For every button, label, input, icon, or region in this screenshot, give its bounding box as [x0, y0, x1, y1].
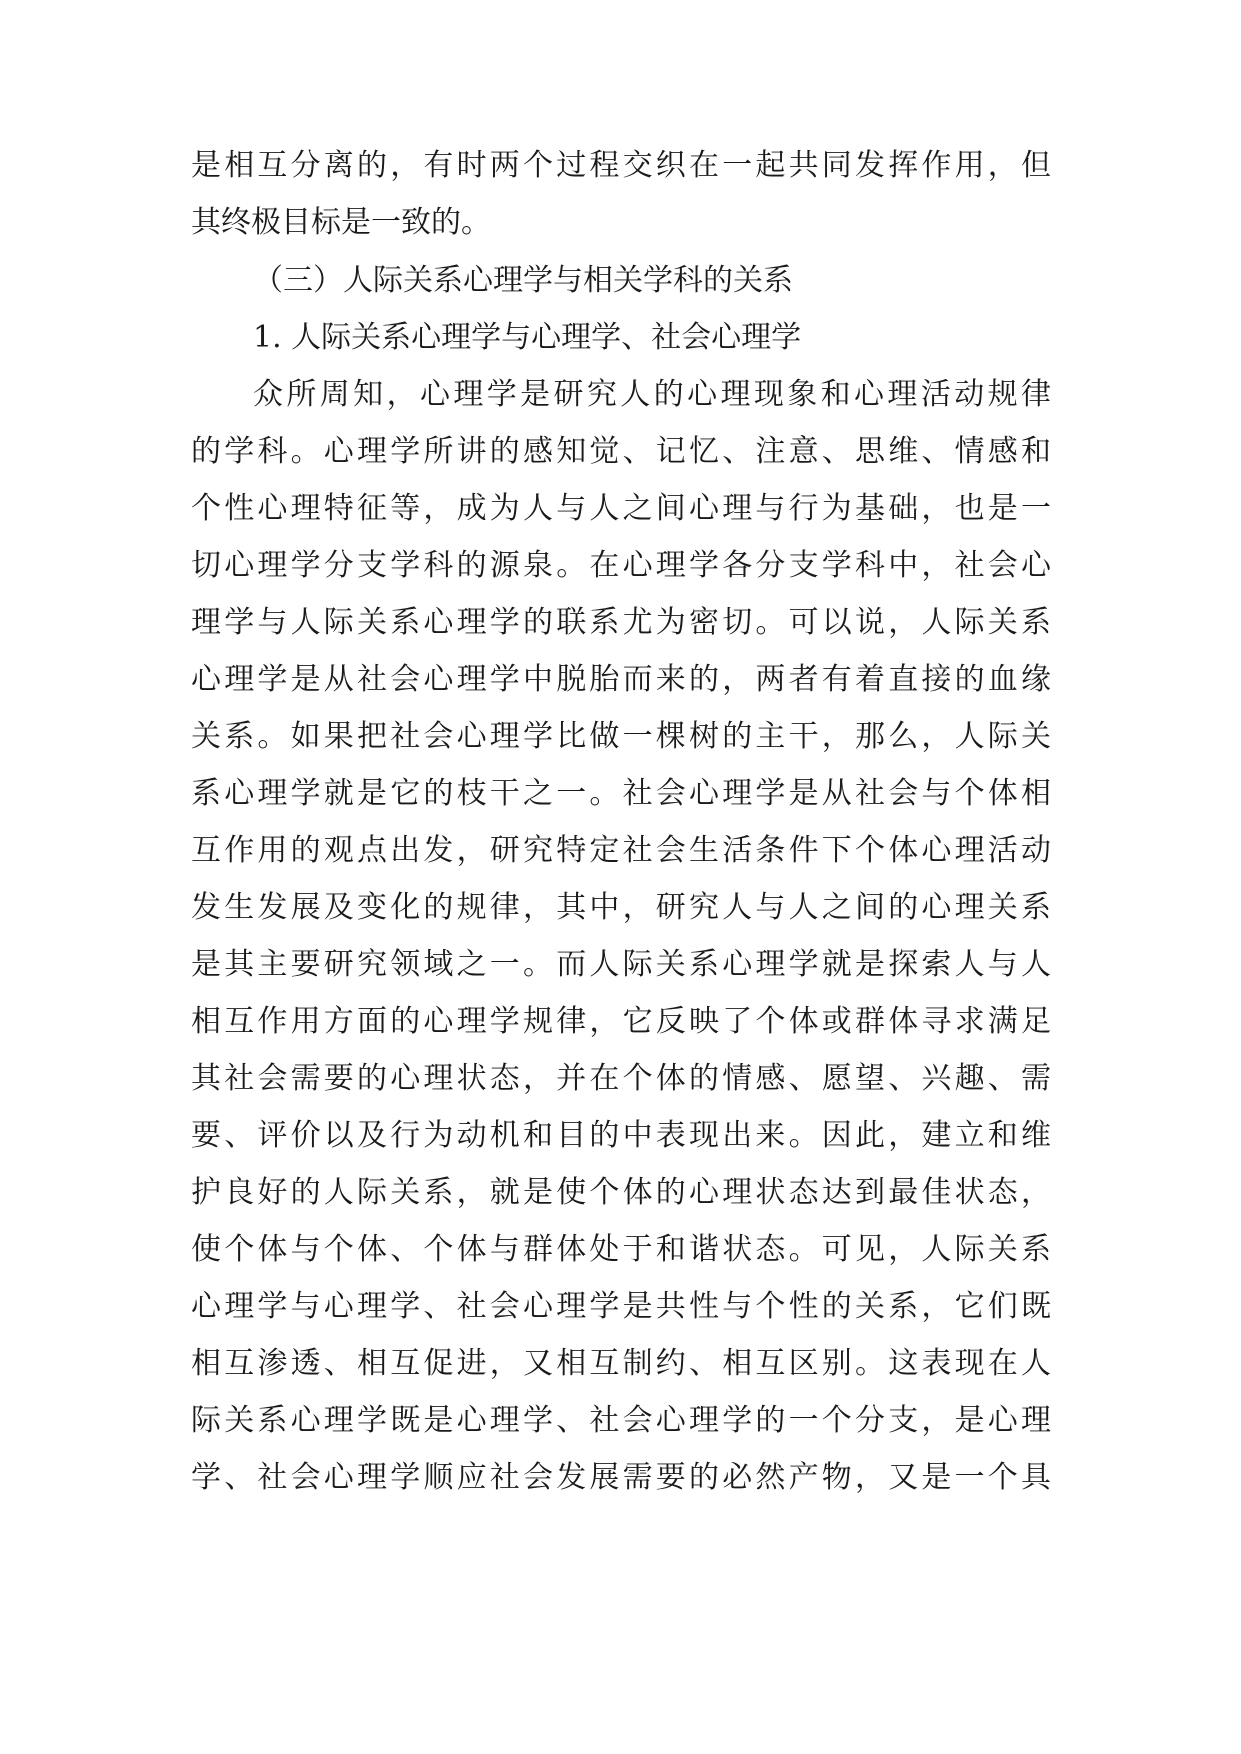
body-text-line: 学、社会心理学顺应社会发展需要的必然产物，又是一个具: [191, 1460, 1051, 1495]
body-text-line: 是相互分离的，有时两个过程交织在一起共同发挥作用，但: [191, 148, 1051, 183]
body-text-line: 发生发展及变化的规律，其中，研究人与人之间的心理关系: [191, 890, 1051, 925]
body-text-line: 理学与人际关系心理学的联系尤为密切。可以说，人际关系: [191, 605, 1051, 640]
body-text-line: 际关系心理学既是心理学、社会心理学的一个分支，是心理: [191, 1403, 1051, 1438]
body-text-line: 系心理学就是它的枝干之一。社会心理学是从社会与个体相: [191, 776, 1051, 811]
body-text-line: 其终极目标是一致的。: [191, 205, 491, 240]
body-text-line: 互作用的观点出发，研究特定社会生活条件下个体心理活动: [191, 833, 1051, 868]
body-text-line: 个性心理特征等，成为人与人之间心理与行为基础，也是一: [191, 491, 1051, 526]
body-text-line: 众所周知，心理学是研究人的心理现象和心理活动规律: [253, 377, 1051, 412]
body-text-line: 其社会需要的心理状态，并在个体的情感、愿望、兴趣、需: [191, 1061, 1051, 1096]
section-heading: （三）人际关系心理学与相关学科的关系: [253, 263, 793, 298]
body-text-line: 的学科。心理学所讲的感知觉、记忆、注意、思维、情感和: [191, 434, 1051, 469]
body-text-line: 是其主要研究领域之一。而人际关系心理学就是探索人与人: [191, 947, 1051, 982]
body-text-line: 关系。如果把社会心理学比做一棵树的主干，那么，人际关: [191, 719, 1051, 754]
body-text-line: 要、评价以及行为动机和目的中表现出来。因此，建立和维: [191, 1118, 1051, 1153]
body-text-line: 护良好的人际关系，就是使个体的心理状态达到最佳状态，: [191, 1175, 1051, 1210]
subsection-heading: 1. 人际关系心理学与心理学、社会心理学: [253, 320, 802, 355]
body-text-line: 相互作用方面的心理学规律，它反映了个体或群体寻求满足: [191, 1004, 1051, 1039]
body-text-line: 心理学是从社会心理学中脱胎而来的，两者有着直接的血缘: [191, 662, 1051, 697]
body-text-line: 心理学与心理学、社会心理学是共性与个性的关系，它们既: [191, 1289, 1051, 1324]
body-text-line: 切心理学分支学科的源泉。在心理学各分支学科中，社会心: [191, 548, 1051, 583]
body-text-line: 使个体与个体、个体与群体处于和谐状态。可见，人际关系: [191, 1232, 1051, 1267]
body-text-line: 相互渗透、相互促进，又相互制约、相互区别。这表现在人: [191, 1346, 1051, 1381]
